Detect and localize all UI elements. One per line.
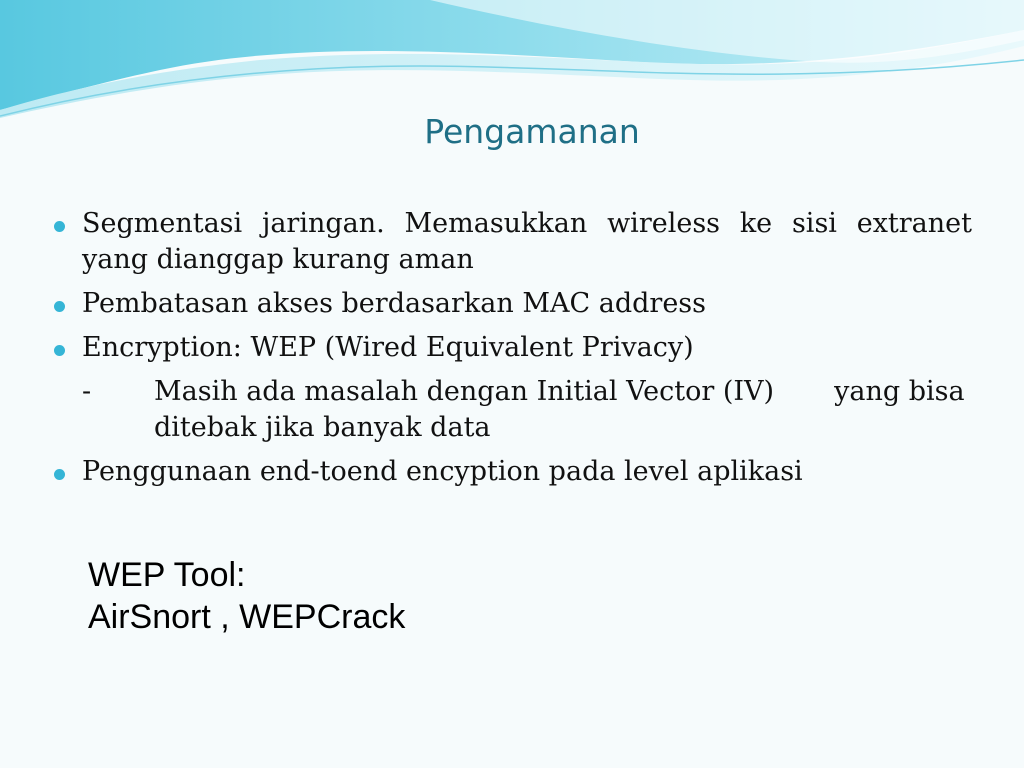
- sub-bullet-item: [54, 374, 972, 446]
- wep-tool-heading: WEP Tool:: [88, 556, 246, 594]
- bullet-dot-icon: [54, 345, 65, 356]
- bullet-dot-icon: [54, 221, 65, 232]
- bullet-item: [54, 206, 972, 278]
- bullet-text: Segmentasi jaringan. Memasukkan wireless ke sisi extranet yang dianggap kurang aman: [82, 208, 972, 275]
- bullet-item: [54, 330, 972, 366]
- bullet-text: Encryption: WEP (Wired Equivalent Privacy): [82, 332, 694, 363]
- wep-tool-names: AirSnort , WEPCrack: [88, 598, 406, 636]
- sub-bullet-text: Masih ada masalah dengan Initial Vector (IV) yang bisa ditebak jika banyak data: [154, 376, 974, 443]
- bullet-list: [54, 206, 972, 498]
- bullet-text: Penggunaan end-toend encyption pada level aplikasi: [82, 456, 803, 487]
- wep-tool-block: [88, 554, 405, 638]
- bullet-item: [54, 454, 972, 490]
- bullet-item: [54, 286, 972, 322]
- dash-marker: -: [82, 376, 92, 407]
- slide-title: Pengamanan: [424, 112, 640, 151]
- bullet-text: Pembatasan akses berdasarkan MAC address: [82, 288, 707, 319]
- bullet-dot-icon: [54, 469, 65, 480]
- bullet-dot-icon: [54, 301, 65, 312]
